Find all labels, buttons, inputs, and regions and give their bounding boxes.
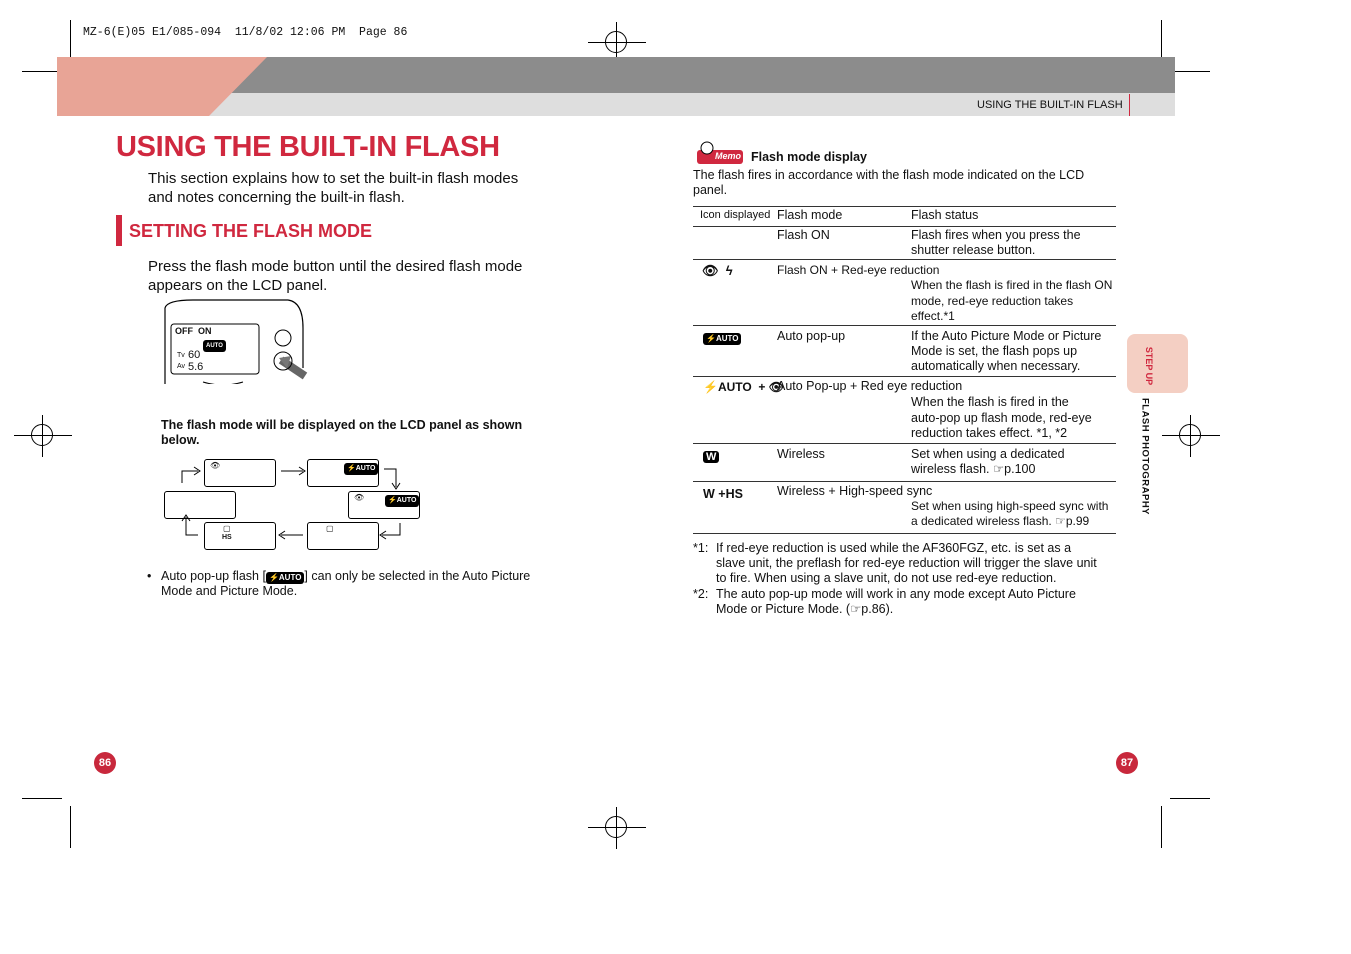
- crop-mark: [22, 71, 62, 72]
- lcd-off-on: OFF ON: [175, 326, 212, 336]
- note-line-1: [161, 569, 530, 584]
- red-eye-flash-icon: 👁 ϟ: [702, 263, 733, 278]
- crop-mark: [1170, 71, 1210, 72]
- footnote-1-mark: *1:: [693, 541, 709, 555]
- table-cell-status: wireless flash. ☞p.100: [911, 462, 1036, 476]
- table-header-icon: Icon displayed: [700, 209, 771, 221]
- print-header: MZ-6(E)05 E1/085-094 11/8/02 12:06 PM Page 86: [83, 26, 408, 39]
- auto-flash-icon: ⚡AUTO: [385, 495, 419, 507]
- table-cell-status: Set when using high-speed sync with: [911, 499, 1109, 513]
- table-cell-status: shutter release button.: [911, 243, 1036, 257]
- caption-line-2: below.: [161, 433, 200, 447]
- table-cell-mode: Flash ON: [777, 228, 830, 242]
- registration-mark: [605, 31, 627, 53]
- intro-line-2: and notes concerning the built-in flash.: [148, 189, 405, 206]
- eye-icon: 👁: [354, 493, 365, 502]
- table-cell-status: Mode is set, the flash pops up: [911, 344, 1078, 358]
- crop-mark: [1161, 20, 1162, 62]
- note-pre: Auto pop-up flash [: [161, 569, 266, 583]
- table-cell-status: If the Auto Picture Mode or Picture: [911, 329, 1102, 343]
- table-rule: [693, 325, 1116, 326]
- table-cell-status: a dedicated wireless flash. ☞p.99: [911, 514, 1090, 528]
- memo-label: Memo: [715, 151, 742, 161]
- table-rule: [693, 226, 1116, 227]
- table-cell-mode: Auto Pop-up + Red eye reduction: [777, 379, 963, 393]
- table-cell-mode: Flash ON + Red-eye reduction: [777, 263, 940, 277]
- lcd-av-label: Av: [177, 363, 186, 370]
- lcd-av-value: 5.6: [188, 361, 204, 373]
- lcd-tv-value: 60: [188, 349, 201, 361]
- footnote-2-mark: *2:: [693, 587, 709, 601]
- memo-text-2: panel.: [693, 183, 728, 197]
- lcd-auto-badge: AUTO: [203, 340, 226, 352]
- wireless-icon: W: [703, 451, 719, 463]
- header-salmon-shape: [57, 57, 269, 116]
- table-rule: [693, 259, 1116, 260]
- crop-mark: [22, 798, 62, 799]
- table-rule: [693, 443, 1116, 444]
- footnote-2-line: The auto pop-up mode will work in any mode except Auto Picture: [716, 587, 1076, 601]
- registration-mark: [1179, 424, 1201, 446]
- footnote-2-line: Mode or Picture Mode. (☞p.86).: [716, 602, 894, 616]
- auto-flash-icon: ⚡AUTO: [266, 572, 304, 584]
- table-cell-status: auto-pop up flash mode, red-eye: [911, 411, 1092, 425]
- footnote-1-line: to fire. When using a slave unit, do not use red-eye reduction.: [716, 571, 1057, 585]
- footnote-1-line: If red-eye reduction is used while the AF360FGZ, etc. is set as a: [716, 541, 1072, 555]
- crop-mark: [70, 20, 71, 62]
- side-tab-step-up: STEP UP: [1144, 346, 1154, 386]
- eye-icon: 👁: [210, 461, 221, 470]
- intro-line-1: This section explains how to set the built-in flash modes: [148, 170, 519, 187]
- table-rule: [693, 206, 1116, 207]
- table-cell-status: automatically when necessary.: [911, 359, 1081, 373]
- caption-line-1: The flash mode will be displayed on the LCD panel as shown: [161, 418, 523, 432]
- registration-mark: [605, 816, 627, 838]
- table-cell-status: mode, red-eye reduction takes: [911, 294, 1074, 308]
- table-cell-mode: Wireless + High-speed sync: [777, 484, 933, 498]
- instruction-line-2: appears on the LCD panel.: [148, 277, 328, 294]
- table-cell-status: reduction takes effect. *1, *2: [911, 426, 1068, 440]
- page-number-left: 86: [94, 752, 116, 774]
- wireless-hs-icon: W +HS: [703, 487, 743, 501]
- wireless-icon: ▢: [326, 524, 334, 533]
- page-title: USING THE BUILT-IN FLASH: [116, 131, 500, 163]
- memo-icon: [695, 140, 745, 166]
- crop-mark: [1170, 798, 1210, 799]
- note-post: ] can only be selected in the Auto Picture: [304, 569, 531, 583]
- note-bullet: •: [147, 569, 152, 583]
- cycle-arrows: [160, 455, 430, 555]
- table-header-mode: Flash mode: [777, 208, 843, 222]
- table-cell-status: Set when using a dedicated: [911, 447, 1065, 461]
- registration-mark: [31, 424, 53, 446]
- auto-flash-icon: ⚡AUTO: [344, 463, 378, 475]
- section-title: SETTING THE FLASH MODE: [129, 221, 372, 241]
- camera-illustration: [163, 298, 308, 384]
- page-number-right: 87: [1116, 752, 1138, 774]
- footnote-1-line: slave unit, the preflash for red-eye reduction will trigger the slave unit: [716, 556, 1097, 570]
- side-tab: [1127, 334, 1188, 393]
- instruction-line-1: Press the flash mode button until the desired flash mode: [148, 258, 523, 275]
- table-cell-status: When the flash is fired in the flash ON: [911, 278, 1113, 292]
- table-rule: [693, 376, 1116, 377]
- table-cell-mode: Auto pop-up: [777, 329, 846, 343]
- table-cell-status: Flash fires when you press the: [911, 228, 1081, 242]
- wireless-icon: ▢: [223, 524, 231, 533]
- lcd-tv-label: Tv: [177, 352, 185, 359]
- table-header-status: Flash status: [911, 208, 979, 222]
- auto-red-eye-icon: ⚡AUTO + 👁: [703, 380, 784, 394]
- table-cell-mode: Wireless: [777, 447, 825, 461]
- table-cell-status: When the flash is fired in the: [911, 395, 1069, 409]
- camera-body-outline: [163, 298, 308, 384]
- memo-text-1: The flash fires in accordance with the flash mode indicated on the LCD: [693, 168, 1085, 182]
- note-line-2: Mode and Picture Mode.: [161, 584, 298, 598]
- table-cell-status: effect.*1: [911, 309, 955, 323]
- table-rule: [693, 481, 1116, 482]
- side-tab-flash-photography: FLASH PHOTOGRAPHY: [1139, 397, 1151, 516]
- memo-title: Flash mode display: [751, 150, 868, 164]
- crop-mark: [70, 806, 71, 848]
- hs-label: HS: [222, 534, 232, 541]
- table-rule: [693, 533, 1116, 534]
- running-head-rule: [1129, 94, 1130, 116]
- auto-flash-icon: ⚡AUTO: [703, 333, 741, 345]
- section-bar: [116, 215, 122, 246]
- running-head: USING THE BUILT-IN FLASH: [977, 99, 1123, 111]
- crop-mark: [1161, 806, 1162, 848]
